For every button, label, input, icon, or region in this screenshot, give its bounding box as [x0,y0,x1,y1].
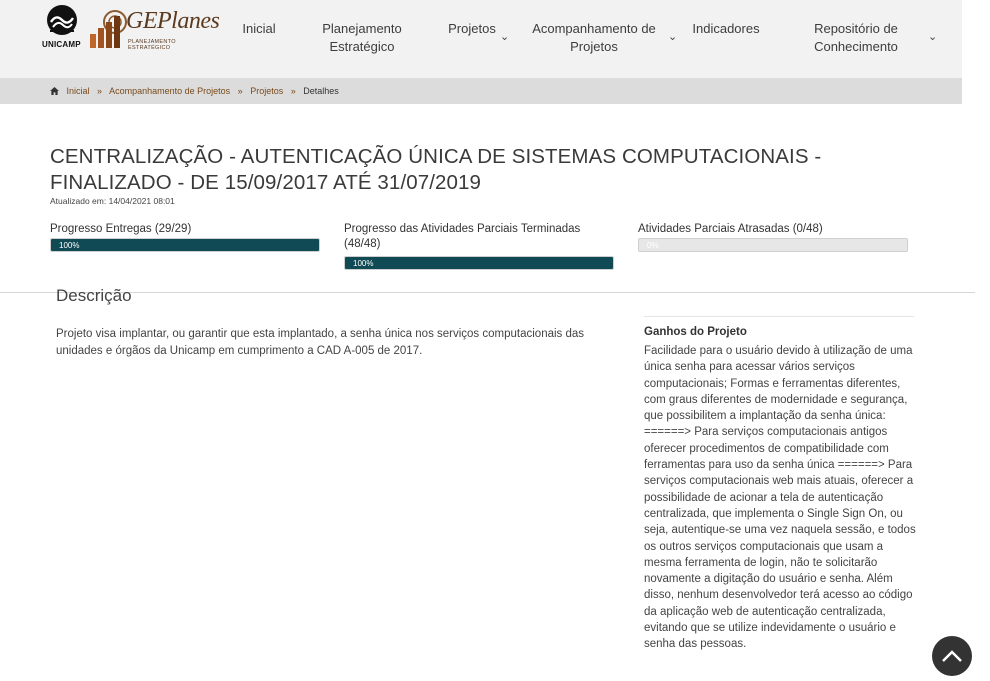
chevron-down-icon[interactable]: ⌄ [668,31,678,43]
progress-label-entregas: Progresso Entregas (29/29) [50,223,192,235]
page-title: CENTRALIZAÇÃO - AUTENTICAÇÃO ÚNICA DE SISTEMAS COMPUTACIONAIS - FINALIZADO - DE 15/09/2017 ATÉ 31/07/2019 [50,145,822,194]
brand-logos[interactable] [42,4,220,54]
nav-inicial-label: Inicial [242,21,276,36]
breadcrumb [0,78,962,104]
breadcrumb-separator: » [237,86,243,96]
progress-percent: 0% [647,241,659,250]
nav-indicadores[interactable] [690,20,762,38]
progress-label-atrasadas: Atividades Parciais Atrasadas (0/48) [638,223,823,235]
progress-fill [345,257,613,269]
description-text: Projeto visa implantar, ou garantir que esta implantado, a senha única nos serviços computacionais das unidades e órgãos da Unicamp em cumprimento a CAD A-005 de 2017. [56,328,585,357]
chevron-down-icon[interactable]: ⌄ [500,31,510,43]
breadcrumb-home[interactable]: Inicial [66,86,90,96]
nav-planejamento[interactable] [318,20,406,56]
progress-bar-atividades [344,256,614,270]
breadcrumb-current: Detalhes [303,86,339,96]
nav-projetos-label: Projetos [448,21,496,36]
nav-repositorio[interactable] [808,20,904,56]
chevron-down-icon[interactable]: ⌄ [928,31,938,43]
progress-bar-entregas [50,238,320,252]
nav-projetos[interactable] [446,20,498,38]
description-heading: Descrição [56,286,132,305]
geplanes-wordmark: GEPlanes [126,8,220,34]
home-icon [50,87,59,95]
section-divider [0,292,975,293]
updated-timestamp: Atualizado em: 14/04/2021 08:01 [50,196,175,206]
breadcrumb-acompanhamento[interactable]: Acompanhamento de Projetos [109,86,231,96]
gains-title: Ganhos do Projeto [644,326,747,338]
geplanes-bars-icon [88,6,130,50]
progress-percent: 100% [353,259,374,268]
nav-inicial[interactable] [240,20,278,38]
progress-label-atividades: Progresso das Atividades Parciais Terminadas (48/48) [344,223,581,250]
progress-bar-atrasadas [638,238,908,252]
breadcrumb-projetos[interactable]: Projetos [250,86,284,96]
chevron-up-icon [932,636,972,676]
geplanes-tagline: PLANEJAMENTO ESTRATÉGICO [128,39,176,51]
nav-acompanhamento[interactable] [530,20,658,56]
breadcrumb-separator: » [97,86,103,96]
nav-acompanhamento-label: Acompanhamento de Projetos [532,21,656,54]
top-navbar [0,0,962,78]
gains-text: Facilidade para o usuário devido à utilização de uma única senha para acessar vários serviços computacionais; Formas e ferramentas diferentes, com graus diferentes de modernidade e segurança, que possibilitem a implantação da senha única: ======> Para serviços computacionais antigos oferecer procedimentos de compatibilidade com ferramentas para uso da senha única ======> Para serviços computacionais web mais atuais, oferecer a possibilidade de acionar a tela de autenticação centralizada, que implementa o Single Sign On, ou seja, autentique-se uma vez naquela sessão, e todos os outros serviços computacionais que usam a mesma ferramenta de login, não te solicitarão novamente a digitação do usuário e senha. Além disso, nenhum desenvolvedor terá acesso ao código da aplicação web de autenticação centralizada, evitando que se utilize indevidamente o usuário e senha das pessoas. [644,345,916,651]
nav-indicadores-label: Indicadores [692,21,760,36]
scroll-top-button[interactable] [932,636,972,676]
unicamp-wordmark: UNICAMP [42,40,81,49]
progress-percent: 100% [59,241,80,250]
gains-divider [644,316,914,317]
nav-planejamento-label: Planejamento Estratégico [322,21,402,54]
nav-repositorio-label: Repositório de Conhecimento [814,21,898,54]
progress-fill [51,239,319,251]
breadcrumb-separator: » [290,86,296,96]
